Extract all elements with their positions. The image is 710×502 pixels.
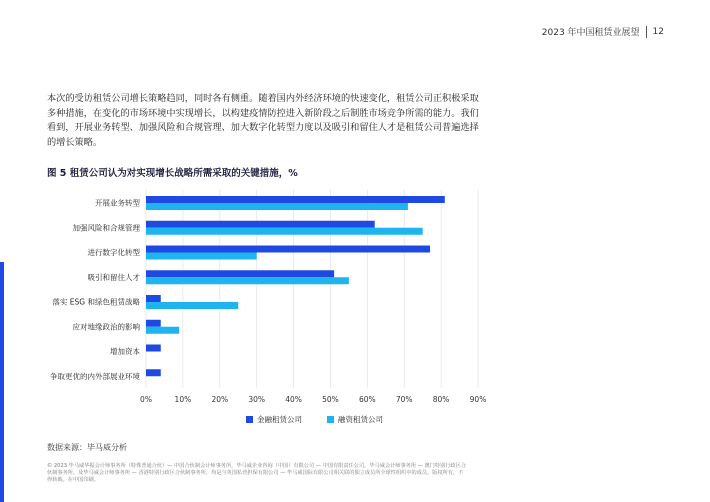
category-label-3: 吸引和留住人才 <box>87 272 140 282</box>
category-label-0: 开展业务转型 <box>95 198 140 208</box>
bar-1-2 <box>146 246 430 253</box>
bar-2-5 <box>146 327 179 334</box>
category-label-2: 进行数字化转型 <box>87 248 140 257</box>
category-label-4: 落实 ESG 和绿色租赁战略 <box>52 297 140 307</box>
x-tick-label-6: 60% <box>358 395 376 404</box>
legend-swatch-2 <box>327 416 334 423</box>
x-tick-label-9: 90% <box>469 395 487 404</box>
legend-label-1: 金融租赁公司 <box>257 415 302 424</box>
intro-paragraph: 本次的受访租赁公司增长策略趋同，同时各有侧重。随着国内外经济环境的快速变化，租赁公司正积极采取多种措施，在变化的市场环境中实现增长，以构建疫情防控进入新阶段之后制胜市场竞争所需的能力。我们看到，开展业务转型、加强风险和合规管理、加大数字化转型力度以及吸引和留住人才是租赁公司普遍选择的增长策略。 <box>47 93 479 148</box>
x-tick-label-1: 10% <box>174 395 192 404</box>
x-tick-label-8: 80% <box>432 395 450 404</box>
bar-2-2 <box>146 253 257 260</box>
bar-1-5 <box>146 320 161 327</box>
bar-1-7 <box>146 369 161 376</box>
category-label-7: 争取更优的内外部展业环境 <box>50 371 140 381</box>
page-number: 12 <box>652 26 664 37</box>
category-label-6: 增加资本 <box>110 347 140 356</box>
bar-1-1 <box>146 221 375 228</box>
data-source: 数据来源：毕马威分析 <box>47 443 127 452</box>
x-tick-label-5: 50% <box>322 395 339 404</box>
legend-swatch-1 <box>246 416 253 423</box>
x-tick-label-0: 0% <box>140 395 152 404</box>
bar-chart <box>40 186 500 436</box>
bar-2-1 <box>146 228 423 235</box>
x-tick-label-3: 30% <box>248 395 266 404</box>
bar-1-6 <box>146 345 161 352</box>
x-tick-label-2: 20% <box>211 395 229 404</box>
x-tick-label-4: 40% <box>285 395 302 404</box>
category-label-1: 加强风险和合规管理 <box>72 223 140 233</box>
category-label-5: 应对地缘政治的影响 <box>72 322 140 332</box>
figure-title: 图 5 租赁公司认为对实现增长战略所需采取的关键措施，% <box>47 168 298 179</box>
bar-2-4 <box>146 302 238 309</box>
x-tick-label-7: 70% <box>395 395 413 404</box>
bar-2-3 <box>146 277 349 284</box>
page-header <box>542 25 664 38</box>
bar-2-0 <box>146 203 408 210</box>
bar-1-0 <box>146 196 445 203</box>
bar-1-3 <box>146 270 334 277</box>
header-divider <box>646 26 647 38</box>
header-title: 2023 年中国租赁业展望 <box>541 28 640 38</box>
left-accent-bar <box>0 262 4 502</box>
bar-1-4 <box>146 295 161 302</box>
legend-label-2: 融资租赁公司 <box>338 415 383 424</box>
footer-copyright: © 2023 毕马威华振会计师事务所（特殊普通合伙）— 中国合伙制会计师事务所，毕马威企业咨询（中国）有限公司 — 中国有限责任公司，毕马威会计师事务所 — 澳门特别行政区合伙制事务所，及毕马威会计师事务所 — 香港特别行政区合伙制事务所，均是与英国私营担保有限公司 — 毕马威国际有限公司相关联的独立成员所全球性组织中的成员。版权所有，不得转载。在中国印刷。 <box>47 463 466 483</box>
